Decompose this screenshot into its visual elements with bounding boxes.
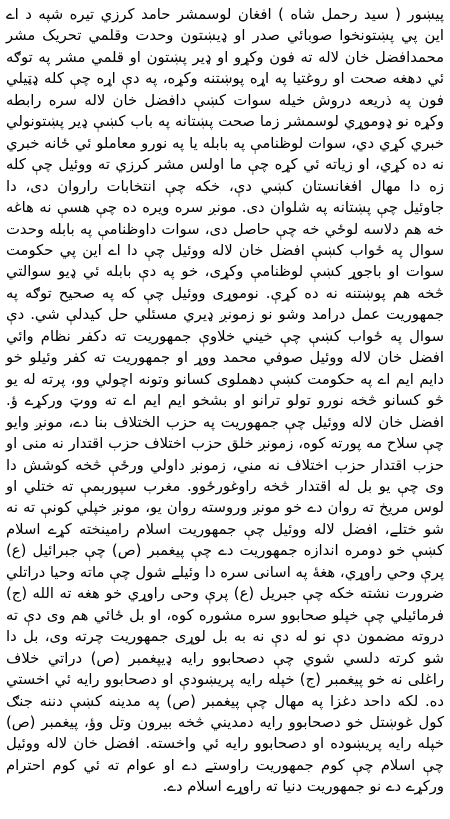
article-body-text: پیښور ( سید رحمل شاه ) افغان لوسمشر حامد کرزي تیره شپه د اے این پي پښتونخوا صوبائي صدر او ډیښتون وحدت وقلمي تحریک مشر محمدافضل خان لاله ته فون وکړو او ډیر پښتون او قلمي مشر په توګه ئي دهغه صحت او روغتیا په اړه پوښتنه وکړه، په دې اړه چې کله ډټیلي فون په ذریعه دروش خیله سوات کښې دافضل خان لاله سره رابطه وکړه نو ډوموړي لوسمشر زما صحت پښتانه په باب کښې ډیر پښتونولي خبري کړي دي، سوات لوظنامې په بابله یا په نورو معاملو ئي ځانه خبري نه ده کړي، او زیاته ئي کړه چې ما اولس مشر کرزي ته ووئیل چې کله زه دا مهال افغانستان کښي دې، خکه چې انتخابات راروان دی، دا جاوئیل چې پښتانه په شلوان دی. مونږ سره ویره ده چې هسې نه هاغه خه هم دلاسه لوځي خه چې حاصل دی، سوات داوظنامې په بابله وحدت سوال په ځواب کښې افضل خان لاله ووئیل چې دا اے این پي حکومت سوات او باجوړ کښې لوظنامې وکړی، خو په دې بابله ئي ډیو سوالتي څخه هم پوښتنه نه ده کړې. نوموړی ووئیل چې که په صحیح توګه په جمهوریت عمل درامد وشو نو زمونږ ډیري مسئلي حل کیدلې شي. دې سوال په ځواب کښې چې خیني خلاوې جمهوریت ته دکفر نظام وائي افضل خان لاله ووئیل صوفي محمد ووړ او جمهوریت ته کفر وئیلو خو دايم ايم اے په حکومت کښې دهملوی کسانو وتونه اچولي وو، پرته له یو څو کسانو څخه نورو تولو ترانو او بشخو ایم ایم اے ته ووټ ورکړے ؤ. افضل خان لاله ووئیل چې جمهوریت په حزب الختلاف بنا دے، مونږ وایو چې سلاح مه پورته کوه، زمونږ خلق حزب اختلاف حزب اقتدار نه منی او حزب اقتدار حزب اختلاف نه مني، زمونږ داولي ورځې څخه کوشش دا وی چې یو بل له اقتدار څخه راوغورځوو. مغرب سپوربمې ته ختلي او لوس مریخ ته روان دے خو مونږ وروسته روان یو، مونږ خپلي کونې ته نه شو ختلے، افضل لاله ووئیل چې جمهوریت اسلام رامینخته کړے اسلام کښې خو دومره اندازه جمهوریت دے چې پیغمبر (ص) چې جبرائیل (ع) پرې وحي راوړي، هغهٔ په اسانی سره دا وئیلے شول چې ماته وحیا دراتلي ضرورت نشته خکه چې جبریل (ع) پرې وحی راوړي خو هغه ته الله (ج) فرمائيلي چې خپلو صحابوو سره مشوره کوه، او بل ځائي هم وی دې ته دروته مضمون دې نو له دې نه به بل لوړی جمهوریت چرته وی، بل دا شو کرته دلسي شوي چې دصحابوو رایه ډیپغمبر (ص) دراتي خلاف راغلی نه خو پیغمبر (ج) خپله رایه پریښودې او دصحابوو رایه ئي اخستي ده. لکه داحد دغزا په مهال چې پیغمبر (ص) په مدینه کښې دننه جنګ کول غوښتل خو دصحابوو رایه دمدیني څخه بیرون وتل وؤ، پیغمبر (ص) خپله رایه پریښوده او دصحابوو رایه ئي واخسته. افضل خان لاله ووئیل چې اسلام چې کوم جمهوریت راوستے دے او عوام ته ئي کوم احترام ورکړے دے نو جمهوریت دنیا ته راوړے اسلام دے.: [6, 6, 444, 796]
